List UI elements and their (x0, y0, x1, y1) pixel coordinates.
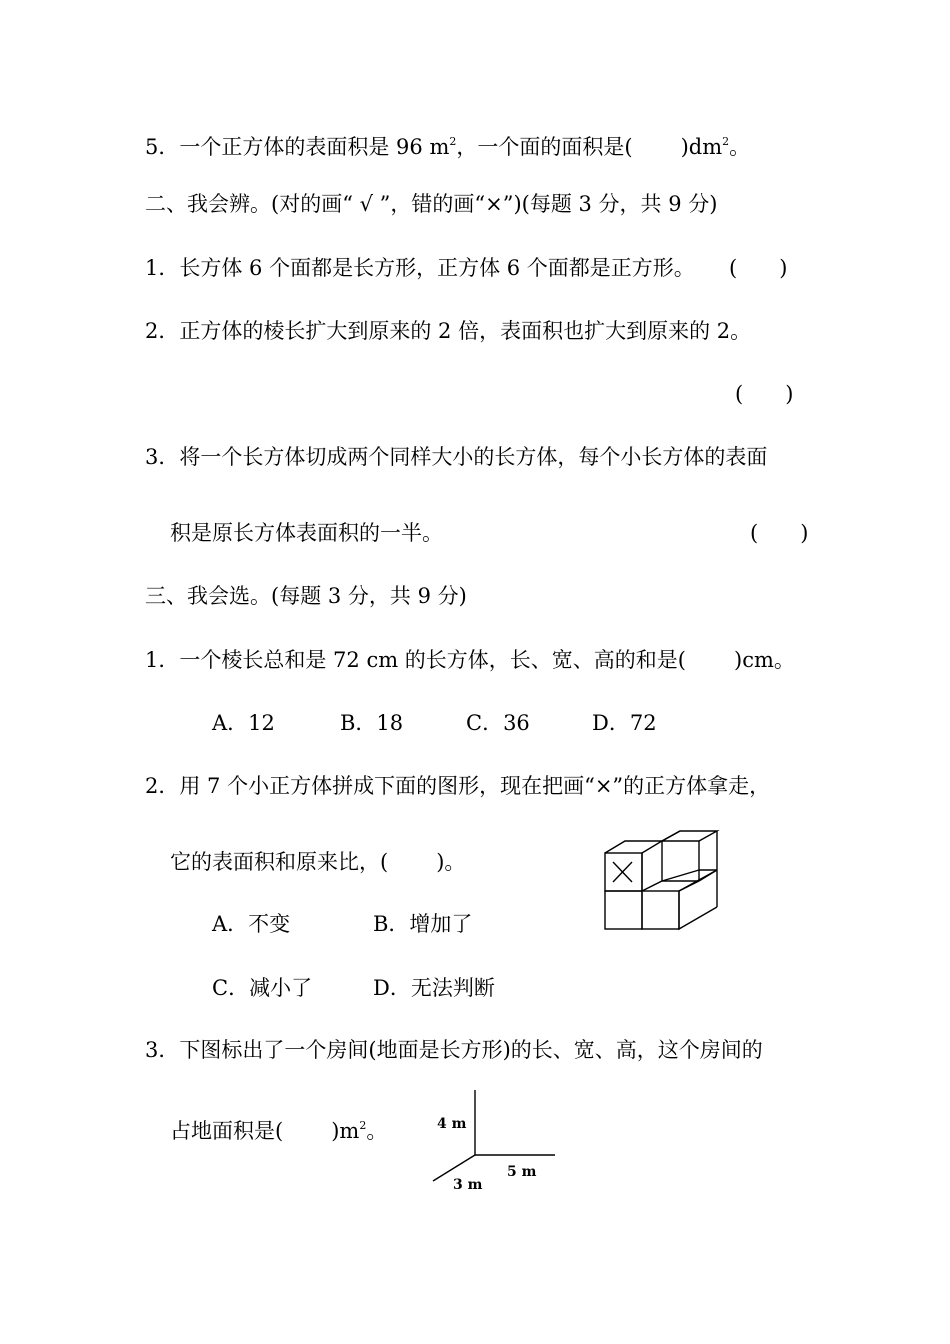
option-a[interactable]: A．不变 (212, 912, 291, 936)
answer-parentheses[interactable]: ( ) (729, 256, 788, 280)
cube-front-top-left (605, 853, 642, 891)
question-number: 1． (145, 648, 180, 672)
question-text: 它的表面积和原来比，( (170, 850, 389, 874)
option-a[interactable]: A．12 (212, 711, 275, 735)
question-number: 2． (145, 774, 180, 798)
question-text: ，一个面的面积是( (456, 135, 633, 159)
question-text: 一个正方体的表面积是 96 m (179, 135, 450, 159)
question-text-continued (170, 848, 465, 876)
superscript: 2 (359, 1119, 367, 1132)
cube-edge (642, 881, 699, 891)
question-number: 2． (145, 319, 180, 343)
question-text: )dm (680, 135, 723, 159)
question-text: 长方体 6 个面都是长方形，正方体 6 个面都是正方形。 (179, 256, 695, 280)
answer-parentheses[interactable]: ( ) (750, 521, 809, 545)
cube-edge (662, 831, 680, 841)
question-number: 3． (145, 1038, 180, 1062)
question-text: )。 (436, 850, 466, 874)
cube-edge (662, 870, 699, 881)
option-c[interactable]: C．减小了 (212, 976, 313, 1000)
question-text: )cm。 (734, 648, 795, 672)
cube-figure (600, 826, 725, 932)
option-d[interactable]: D．72 (592, 711, 657, 735)
question-5 (145, 128, 750, 161)
section-2-question-2 (145, 317, 751, 345)
section-3-question-3 (145, 1036, 763, 1064)
height-label: 4 m (437, 1116, 467, 1132)
question-text: 下图标出了一个房间(地面是长方形)的长、宽、高，这个房间的 (179, 1038, 763, 1062)
option-b[interactable]: B．18 (340, 711, 404, 735)
section-2-question-3 (145, 443, 767, 471)
question-text: 将一个长方体切成两个同样大小的长方体，每个小长方体的表面 (179, 445, 768, 469)
superscript: 2 (722, 135, 730, 148)
question-text: 用 7 个小正方体拼成下面的图形，现在把画“×”的正方体拿走， (179, 774, 771, 798)
section-2-question-1 (145, 254, 695, 282)
answer-parentheses[interactable]: ( ) (735, 382, 794, 406)
option-b[interactable]: B．增加了 (373, 912, 473, 936)
cube-front-bottom-left (605, 891, 642, 929)
question-text-continued (170, 1112, 387, 1145)
cube-front-bottom-right (642, 891, 679, 929)
question-text: 正方体的棱长扩大到原来的 2 倍，表面积也扩大到原来的 2。 (179, 319, 752, 343)
cube-edge (605, 841, 662, 853)
question-text: 。 (729, 135, 751, 159)
section-3-question-2 (145, 772, 770, 800)
question-text: 。 (366, 1119, 388, 1143)
question-text: 占地面积是( (170, 1119, 284, 1143)
cube-edge (679, 891, 717, 929)
section-3-heading: 三、我会选。(每题 3 分，共 9 分) (145, 584, 467, 608)
superscript: 2 (449, 135, 457, 148)
question-text-continued: 积是原长方体表面积的一半。 (170, 521, 443, 545)
option-c[interactable]: C．36 (466, 711, 530, 735)
question-text: )m (331, 1119, 360, 1143)
question-number: 1． (145, 256, 180, 280)
length-label: 5 m (507, 1164, 537, 1180)
option-d[interactable]: D．无法判断 (373, 976, 495, 1000)
question-number: 3． (145, 445, 180, 469)
section-3-question-1 (145, 646, 795, 674)
width-label: 3 m (453, 1177, 483, 1193)
room-dimension-diagram (425, 1085, 565, 1195)
question-number: 5． (145, 135, 180, 159)
question-text: 一个棱长总和是 72 cm 的长方体，长、宽、高的和是( (179, 648, 686, 672)
section-2-heading: 二、我会辨。(对的画“ √ ”，错的画“×”)(每题 3 分，共 9 分) (145, 192, 718, 216)
